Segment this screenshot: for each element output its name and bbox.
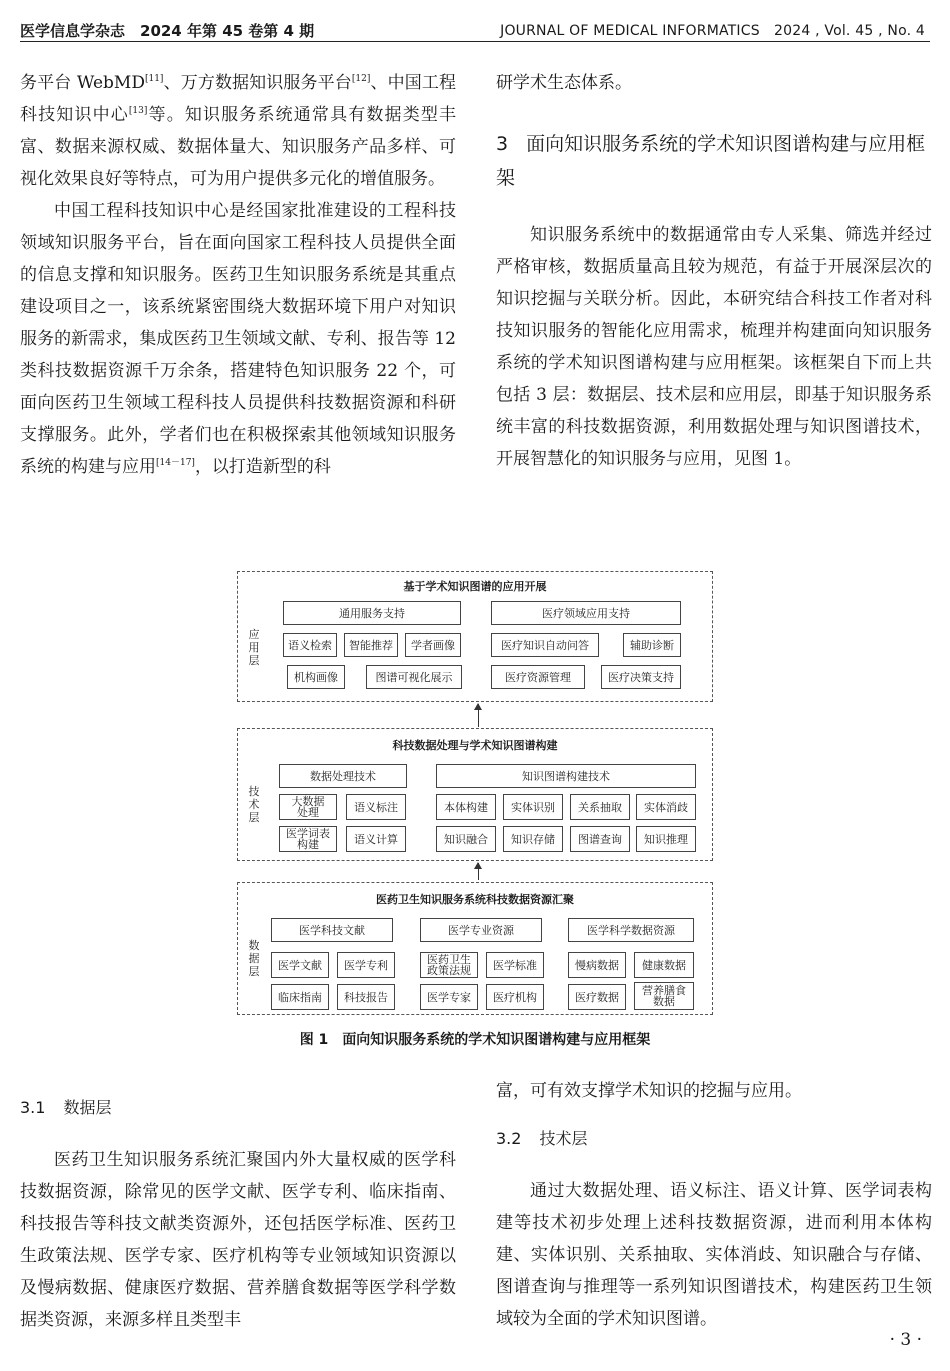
label-char: 层 (248, 965, 260, 978)
right-column-top (496, 67, 932, 475)
label-char: 层 (248, 811, 260, 824)
graph-query: 图谱查询 (570, 826, 630, 852)
text-run: 务平台 WebMD (20, 73, 145, 93)
application-layer-label (248, 628, 260, 667)
semantic-search: 语义检索 (283, 633, 337, 657)
citation: [14－17] (156, 458, 195, 468)
caption-number: 图 1 (299, 1032, 329, 1048)
label-char: 应 (248, 628, 260, 641)
medical-decision-support: 医疗决策支持 (601, 665, 681, 689)
tech-reports: 科技报告 (337, 984, 395, 1010)
arrow-tech-to-app (478, 704, 479, 727)
smart-recommendation: 智能推荐 (344, 633, 398, 657)
technology-layer (237, 728, 713, 861)
medical-institutions: 医疗机构 (486, 984, 544, 1010)
technology-layer-title: 科技数据处理与学术知识图谱构建 (392, 739, 558, 752)
left-paragraph-1 (20, 67, 456, 195)
citation: [12] (351, 74, 371, 84)
technology-layer-label (248, 785, 260, 824)
general-service-support: 通用服务支持 (283, 601, 461, 625)
section-number: 3.2 (496, 1129, 522, 1148)
data-layer-title: 医药卫生知识服务系统科技数据资源汇聚 (376, 893, 574, 906)
text-run: ，以打造新型的科 (194, 457, 331, 477)
text-run: 中国工程科技知识中心是经国家批准建设的工程科技领域知识服务平台，旨在面向国家工程科技人员提供全面的信息支撑和知识服务。医药卫生知识服务系统是其重点建设项目之一，该系统紧密围绕大数据环境下用户对知识服务的新需求，集成医药卫生领域文献、专利、报告等 12 类科技数据资源千万余条，搭建特色知识服务 22 个，可面向医药卫生领域工程科技人员提供科技数据资源和科研支撑服务。此外，学者们也在积极探索其他领域知识服务系统的构建与应用 (20, 201, 456, 477)
kg-construction-tech: 知识图谱构建技术 (436, 764, 696, 788)
scholar-profile: 学者画像 (405, 633, 461, 657)
label-char: 技 (248, 785, 260, 798)
section-3-1-heading (20, 1092, 456, 1124)
entity-disambiguation: 实体消歧 (636, 794, 696, 820)
right-column-bottom (496, 1075, 932, 1335)
medical-professional-resources: 医学专业资源 (420, 918, 542, 942)
knowledge-fusion: 知识融合 (436, 826, 496, 852)
label-char: 据 (248, 952, 260, 965)
medical-standards: 医学标准 (486, 952, 544, 978)
big-data-processing: 大数据 处理 (279, 794, 337, 820)
left-paragraph-2 (20, 195, 456, 483)
label-char: 术 (248, 798, 260, 811)
journal-title-cn: 医学信息学杂志 2024 年第 45 卷第 4 期 (20, 22, 315, 40)
right-paragraph-1: 研学术生态体系。 (496, 73, 632, 93)
medical-data: 医疗数据 (568, 984, 626, 1010)
relation-extraction: 关系抽取 (570, 794, 630, 820)
section-title: 面向知识服务系统的学术知识图谱构建与应用框架 (496, 133, 926, 189)
medical-experts: 医学专家 (420, 984, 478, 1010)
section-title: 技术层 (539, 1129, 588, 1148)
application-layer (237, 571, 713, 702)
right-bottom-paragraph-1: 富，可有效支撑学术知识的挖掘与应用。 (496, 1081, 802, 1101)
medical-science-data: 医学科学数据资源 (568, 918, 694, 942)
medical-papers: 医学文献 (271, 952, 329, 978)
medical-resource-management: 医疗资源管理 (491, 665, 585, 689)
medical-patents: 医学专利 (337, 952, 395, 978)
arrow-data-to-tech (478, 863, 479, 880)
section-number: 3.1 (20, 1098, 46, 1117)
assisted-diagnosis: 辅助诊断 (623, 633, 681, 657)
citation: [11] (144, 74, 164, 84)
tech-layer-paragraph: 通过大数据处理、语义标注、语义计算、医学词表构建等技术初步处理上述科技数据资源，进而利用本体构建、实体识别、关系抽取、实体消歧、知识融合与存储、图谱查询与推理等一系列知识图谱技术，构建医药卫生领域较为全面的学术知识图谱。 (496, 1181, 932, 1329)
data-layer-paragraph: 医药卫生知识服务系统汇聚国内外大量权威的医学科技数据资源，除常见的医学文献、医学专利、临床指南、科技报告等科技文献类资源外，还包括医学标准、医药卫生政策法规、医学专家、医疗机构等专业领域知识资源以及慢病数据、健康医疗数据、营养膳食数据等医学科学数据类资源，来源多样且类型丰 (20, 1150, 456, 1330)
entity-recognition: 实体识别 (503, 794, 563, 820)
knowledge-reasoning: 知识推理 (636, 826, 696, 852)
section-number: 3 (496, 133, 509, 155)
medical-vocabulary-construction: 医学词表 构建 (279, 826, 337, 852)
ontology-construction: 本体构建 (436, 794, 496, 820)
health-data: 健康数据 (634, 952, 694, 978)
medical-qa: 医疗知识自动问答 (491, 633, 599, 657)
citation: [13] (128, 106, 148, 116)
running-header (0, 0, 950, 42)
medical-literature: 医学科技文献 (271, 918, 393, 942)
data-layer (237, 882, 713, 1015)
figure-caption (0, 1029, 950, 1049)
section-title: 数据层 (63, 1098, 112, 1117)
section-3-heading (496, 127, 932, 195)
clinical-guidelines: 临床指南 (271, 984, 329, 1010)
label-char: 数 (248, 939, 260, 952)
semantic-annotation: 语义标注 (346, 794, 406, 820)
health-policies: 医药卫生 政策法规 (420, 952, 478, 978)
chronic-disease-data: 慢病数据 (568, 952, 626, 978)
caption-text: 面向知识服务系统的学术知识图谱构建与应用框架 (342, 1032, 651, 1048)
left-column-top (20, 67, 456, 483)
text-run: 等。知识服务系统通常具有数据类型丰富、数据来源权威、数据体量大、知识服务产品多样、可视化效果良好等特点，可为用户提供多元化的增值服务。 (20, 105, 457, 189)
semantic-computing: 语义计算 (346, 826, 406, 852)
graph-visualization: 图谱可视化展示 (366, 665, 462, 689)
medical-application-support: 医疗领域应用支持 (491, 601, 681, 625)
header-rule (20, 41, 930, 42)
page-number: · 3 · (889, 1330, 922, 1350)
text-run: 、中国工程科技知识中心 (20, 73, 457, 125)
label-char: 用 (248, 641, 260, 654)
data-layer-label (248, 939, 260, 978)
application-layer-title: 基于学术知识图谱的应用开展 (403, 580, 547, 593)
right-paragraph-2: 知识服务系统中的数据通常由专人采集、筛选并经过严格审核，数据质量高且较为规范，有益于开展深层次的知识挖掘与关联分析。因此，本研究结合科技工作者对科技知识服务的智能化应用需求，梳理并构建面向知识服务系统的学术知识图谱构建与应用框架。该框架自下而上共包括 3 层：数据层、技术层和应用层，即基于知识服务系统丰富的科技数据资源，利用数据处理与知识图谱技术，开展智慧化的知识服务与应用，见图 1。 (496, 225, 932, 469)
institution-profile: 机构画像 (287, 665, 345, 689)
journal-title-en: JOURNAL OF MEDICAL INFORMATICS 2024 , Vol. 45 , No. 4 (500, 23, 925, 39)
data-processing-tech: 数据处理技术 (279, 764, 407, 788)
left-column-bottom (20, 1092, 456, 1336)
text-run: 、万方数据知识服务平台 (163, 73, 352, 93)
knowledge-storage: 知识存储 (503, 826, 563, 852)
nutrition-diet-data: 营养膳食 数据 (634, 982, 694, 1010)
section-3-2-heading (496, 1123, 932, 1155)
label-char: 层 (248, 654, 260, 667)
